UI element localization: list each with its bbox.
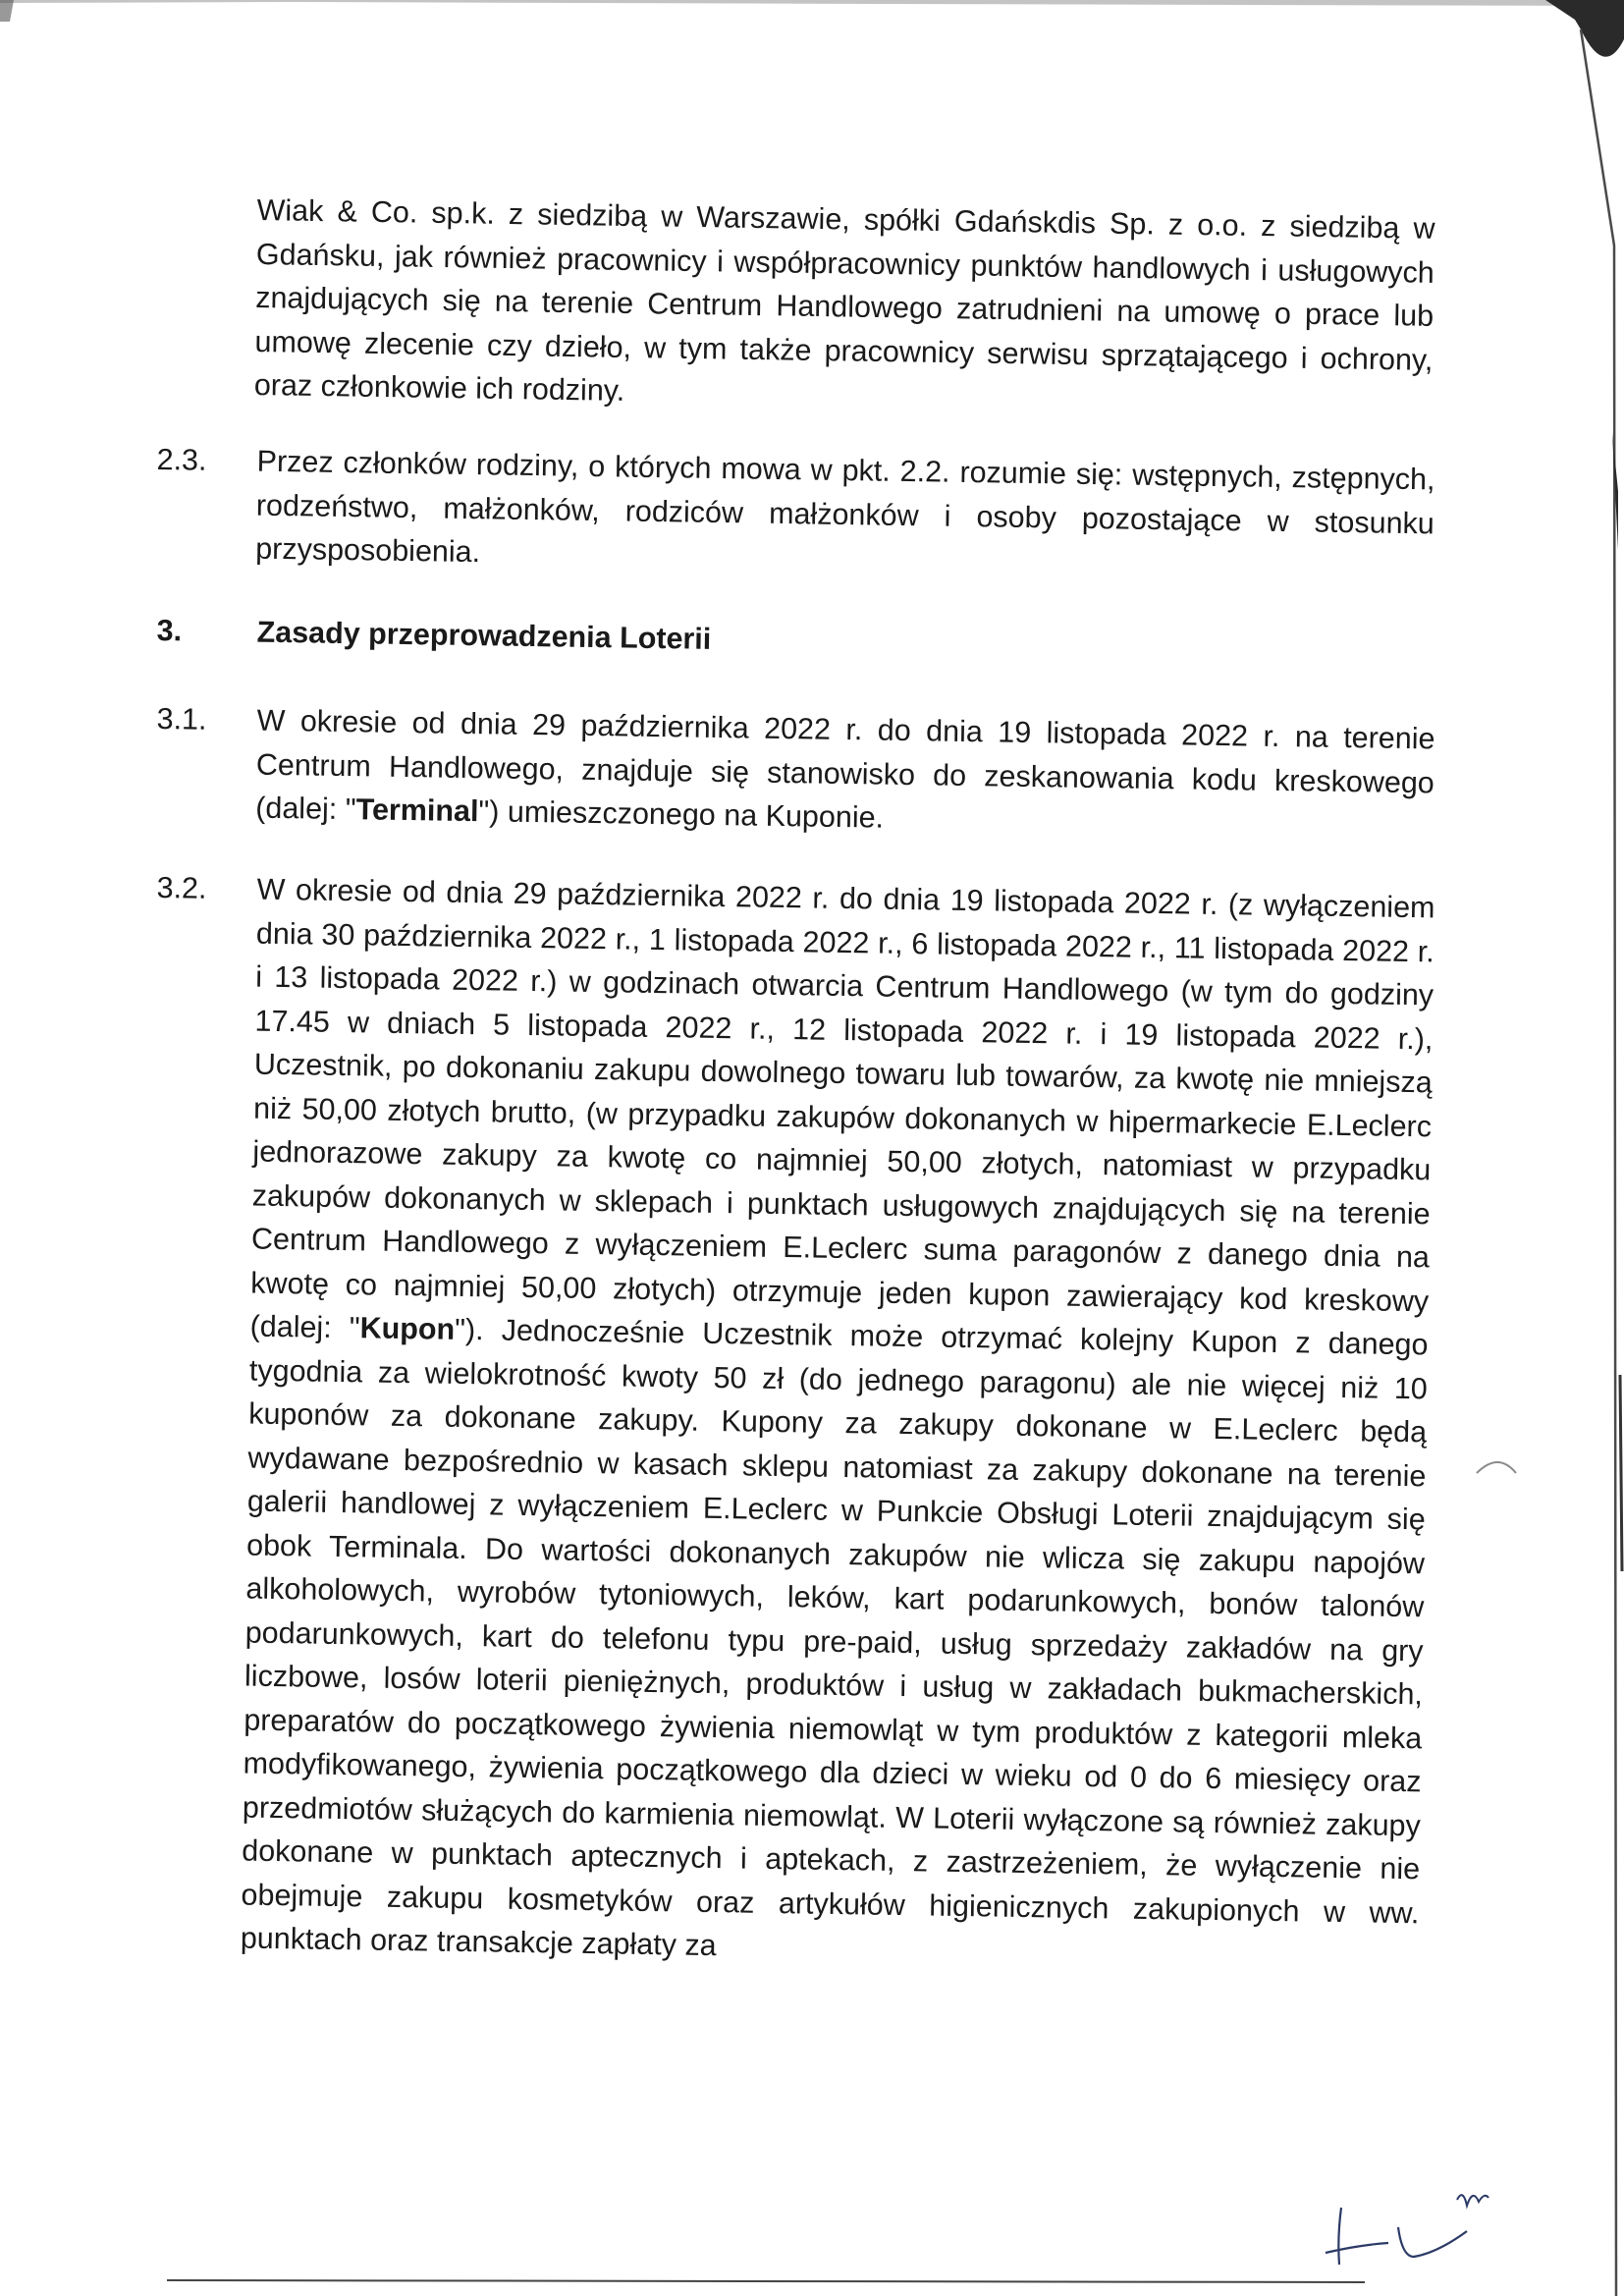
section-heading <box>156 609 1453 673</box>
clause-text <box>255 699 1435 848</box>
clause-number: 3.1. <box>156 701 207 737</box>
clause-text <box>241 868 1435 1979</box>
clause-3-2 <box>140 866 1453 1979</box>
clause-text-part: "). Jednocześnie Uczestnik może otrzymać kolejny Kupon z danego tygodnia za wielokrotność kwoty 50 zł (do jednego paragonu) ale nie więcej niż 10 kuponów za dokonane zakupy. Kupony za zakupy dokonane w E.Leclerc będą wydawane bezpośrednio w kasach sklepu natomiast za zakupy dokonane na terenie galerii handlowej z wyłączeniem E.Leclerc w Punkcie Obsługi Loterii znajdującym się obok Terminala. Do wartości dokonanych zakupów nie wlicza się zakupu napojów alkoholowych, wyrobów tytoniowych, leków, kart podarunkowych, bonów talonów podarunkowych, kart do telefonu typu pre-paid, usług sprzedaży zakładów na gry liczbowe, losów loterii pieniężnych, produktów i usług w zakładach bukmacherskich, preparatów do początkowego żywienia niemowląt w tym produktów z kategorii mleka modyfikowanego, żywienia początkowego dla dzieci w wieku od 0 do 6 miesięcy oraz przedmiotów służących do karmienia niemowląt. W Loterii wyłączone są również zakupy dokonane w punktach aptecznych i aptekach, z zastrzeżeniem, że wyłączenie nie obejmuje zakupu kosmetyków oraz artykułów higienicznych zakupionych w ww. punktach oraz transakcje zapłaty za <box>240 1312 1429 1963</box>
clause-text-part: W okresie od dnia 29 października 2022 r. do dnia 19 listopada 2022 r. (z wyłączeniem dnia 30 października 2022 r., 1 listopada 2022 r., 6 listopada 2022 r., 11 listopada 2022 r. i 13 listopada 2022 r.) w godzinach otwarcia Centrum Handlowego (w tym do godziny 17.45 w dniach 5 listopada 2022 r., 12 listopada 2022 r. i 19 listopada 2022 r.), Uczestnik, po dokonaniu zakupu dowolnego towaru lub towarów, za kwotę nie mniejszą niż 50,00 złotych brutto, (w przypadku zakupów dokonanych w hipermarkecie E.Leclerc jednorazowe zakupy za kwotę co najmniej 50,00 złotych, natomiast w przypadku zakupów dokonanych w sklepach i punktach usługowych znajdujących się na terenie Centrum Handlowego z wyłączeniem E.Leclerc suma paragonów z danego dnia na kwotę co najmniej 50,00 złotych) otrzymuje jeden kupon zawierający kod kreskowy (dalej: " <box>249 872 1435 1345</box>
clause-2-3 <box>155 438 1453 589</box>
clause-number: 2.3. <box>156 442 207 477</box>
clause-text-part: W okresie od dnia 29 października 2022 r. do dnia 19 listopada 2022 r. na terenie Centrum Handlowego, znajduje się stanowisko do zeskanowania kodu kreskowego (dalej: " <box>254 703 1435 827</box>
scan-edge-right <box>1487 0 1624 2296</box>
defined-term-kupon: Kupon <box>359 1311 456 1346</box>
clause-text-part: ") umieszczonego na Kuponie. <box>478 794 885 835</box>
section-number: 3. <box>156 613 183 648</box>
intro-text: Wiak & Co. sp.k. z siedzibą w Warszawie, spółki Gdańskdis Sp. z o.o. z siedzibą w Gdańsku, jak również pracownicy i współpracownicy punktów handlowych i usługowych znajdujących się na terenie Centrum Handlowego zatrudnieni na umowę o prace lub umowę zlecenie czy dzieło, w tym także pracownicy serwisu sprzątającego i ochrony, oraz członkowie ich rodziny. <box>253 192 1435 408</box>
intro-paragraph <box>254 189 1435 425</box>
scan-mark <box>1471 1453 1540 1512</box>
handwritten-initials <box>1320 2159 1506 2276</box>
clause-text: Przez członków rodziny, o których mowa w pkt. 2.2. rozumie się: wstępnych, zstępnych, rodzeństwo, małżonków, rodziców małżonków i osoby pozostające w stosunku przysposobienia. <box>254 444 1435 570</box>
defined-term-terminal: Terminal <box>355 793 479 829</box>
section-title: Zasady przeprowadzenia Loterii <box>256 615 712 656</box>
scan-edge-top <box>0 0 1624 22</box>
scan-edge-bottom <box>167 2278 1365 2284</box>
clause-number: 3.2. <box>156 870 207 905</box>
clause-3-1 <box>155 697 1453 848</box>
